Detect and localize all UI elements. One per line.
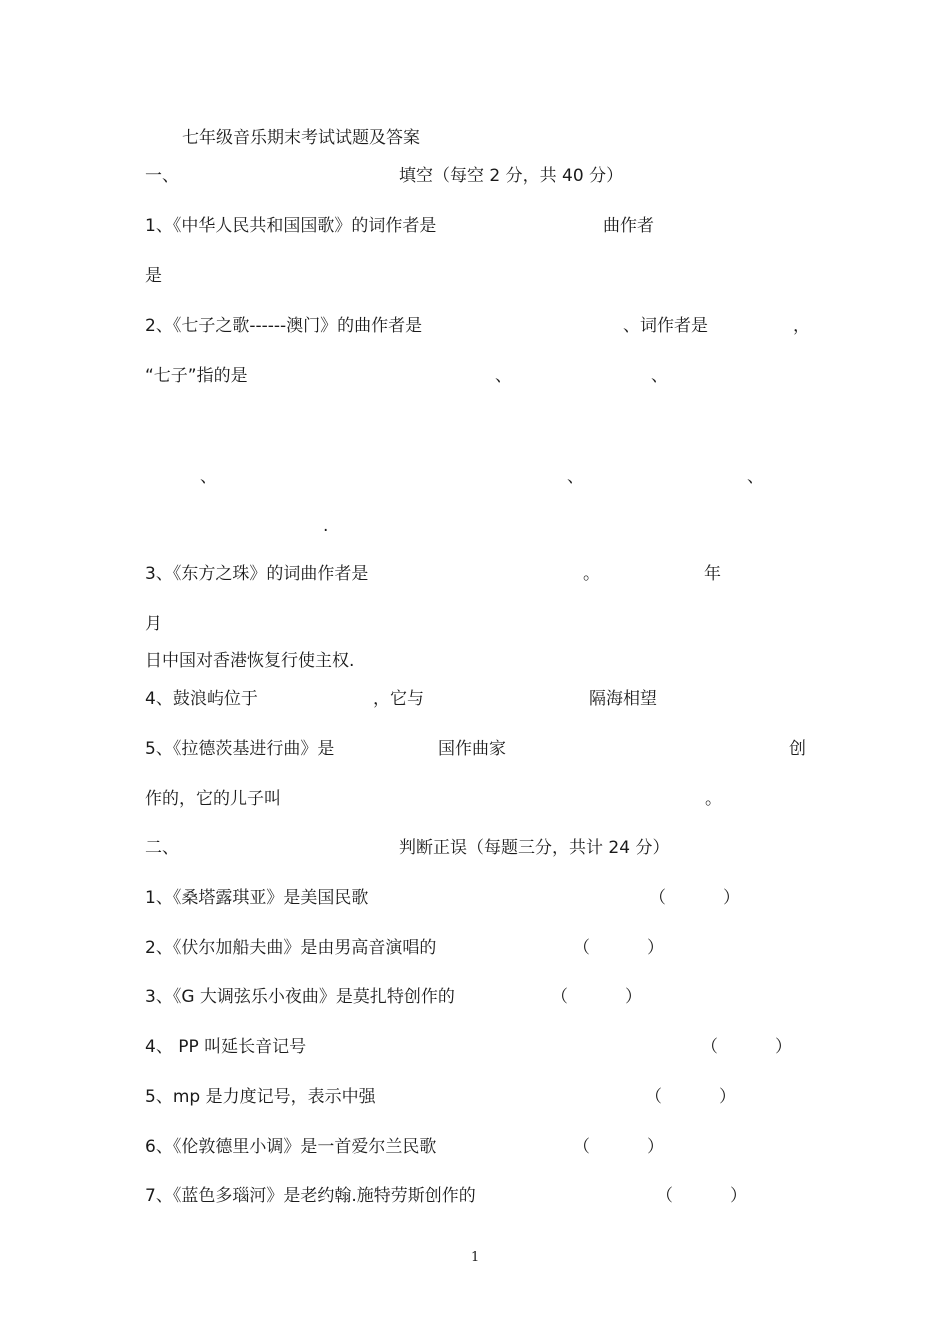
judge-item-text: 7、《蓝色多瑙河》是老约翰.施特劳斯创作的 (145, 1186, 476, 1206)
q1-continuation: 是 (145, 266, 162, 286)
q3-year-label: 年 (704, 564, 721, 584)
answer-paren-open: （ (573, 1137, 590, 1157)
q2-separator: 、 (567, 467, 584, 487)
answer-paren-close: ） (647, 938, 664, 958)
q3-month-label: 月 (145, 614, 162, 634)
q2-separator: 、 (200, 467, 217, 487)
q4-mid-text: ，它与 (373, 689, 424, 709)
q2-comma: ， (793, 316, 810, 336)
q2-text: 2、《七子之歌------澳门》的曲作者是 (145, 316, 423, 336)
q5-period: 。 (705, 789, 722, 809)
answer-paren-close: ） (647, 1137, 664, 1157)
answer-paren-close: ） (730, 1186, 747, 1206)
answer-paren-open: （ (551, 987, 568, 1007)
answer-paren-open: （ (649, 888, 666, 908)
answer-paren-close: ） (723, 888, 740, 908)
q2-lyricist-label: 、词作者是 (623, 316, 708, 336)
q5-line-end: 创 (789, 739, 806, 759)
q3-period: 。 (583, 564, 600, 584)
answer-paren-close: ） (775, 1037, 792, 1057)
q5-composer-label: 国作曲家 (438, 739, 506, 759)
q4-end-text: 隔海相望 (589, 689, 657, 709)
answer-paren-close: ） (719, 1087, 736, 1107)
q3-continuation: 日中国对香港恢复行使主权. (145, 651, 355, 671)
answer-paren-close: ） (625, 987, 642, 1007)
section2-number: 二、 (145, 838, 179, 858)
q2-separator: 、 (747, 467, 764, 487)
page-title: 七年级音乐期末考试试题及答案 (182, 128, 420, 148)
q3-text: 3、《东方之珠》的词曲作者是 (145, 564, 369, 584)
judge-item-text: 2、《伏尔加船夫曲》是由男高音演唱的 (145, 938, 437, 958)
q2-separator: 、 (495, 366, 512, 386)
q2-separator: 、 (651, 366, 668, 386)
judge-item-text: 6、《伦敦德里小调》是一首爱尔兰民歌 (145, 1137, 437, 1157)
answer-paren-open: （ (656, 1186, 673, 1206)
q4-text: 4、鼓浪屿位于 (145, 689, 258, 709)
q5-continuation: 作的，它的儿子叫 (145, 789, 281, 809)
answer-paren-open: （ (645, 1087, 662, 1107)
judge-item-text: 5、mp 是力度记号，表示中强 (145, 1087, 376, 1107)
q1-composer-label: 曲作者 (603, 216, 654, 236)
q1-text: 1、《中华人民共和国国歌》的词作者是 (145, 216, 437, 236)
answer-paren-open: （ (701, 1037, 718, 1057)
judge-item-text: 3、《G 大调弦乐小夜曲》是莫扎特创作的 (145, 987, 455, 1007)
section1-number: 一、 (145, 166, 179, 186)
q2-end-dot: . (323, 516, 329, 536)
answer-paren-open: （ (573, 938, 590, 958)
judge-item-text: 1、《桑塔露琪亚》是美国民歌 (145, 888, 369, 908)
q2-seven-sons-label: “七子”指的是 (145, 366, 248, 386)
section1-heading: 填空（每空 2 分，共 40 分） (399, 166, 624, 186)
judge-item-text: 4、 PP 叫延长音记号 (145, 1037, 307, 1057)
q5-text: 5、《拉德茨基进行曲》是 (145, 739, 335, 759)
page-number: 1 (471, 1250, 480, 1265)
section2-heading: 判断正误（每题三分，共计 24 分） (399, 838, 670, 858)
